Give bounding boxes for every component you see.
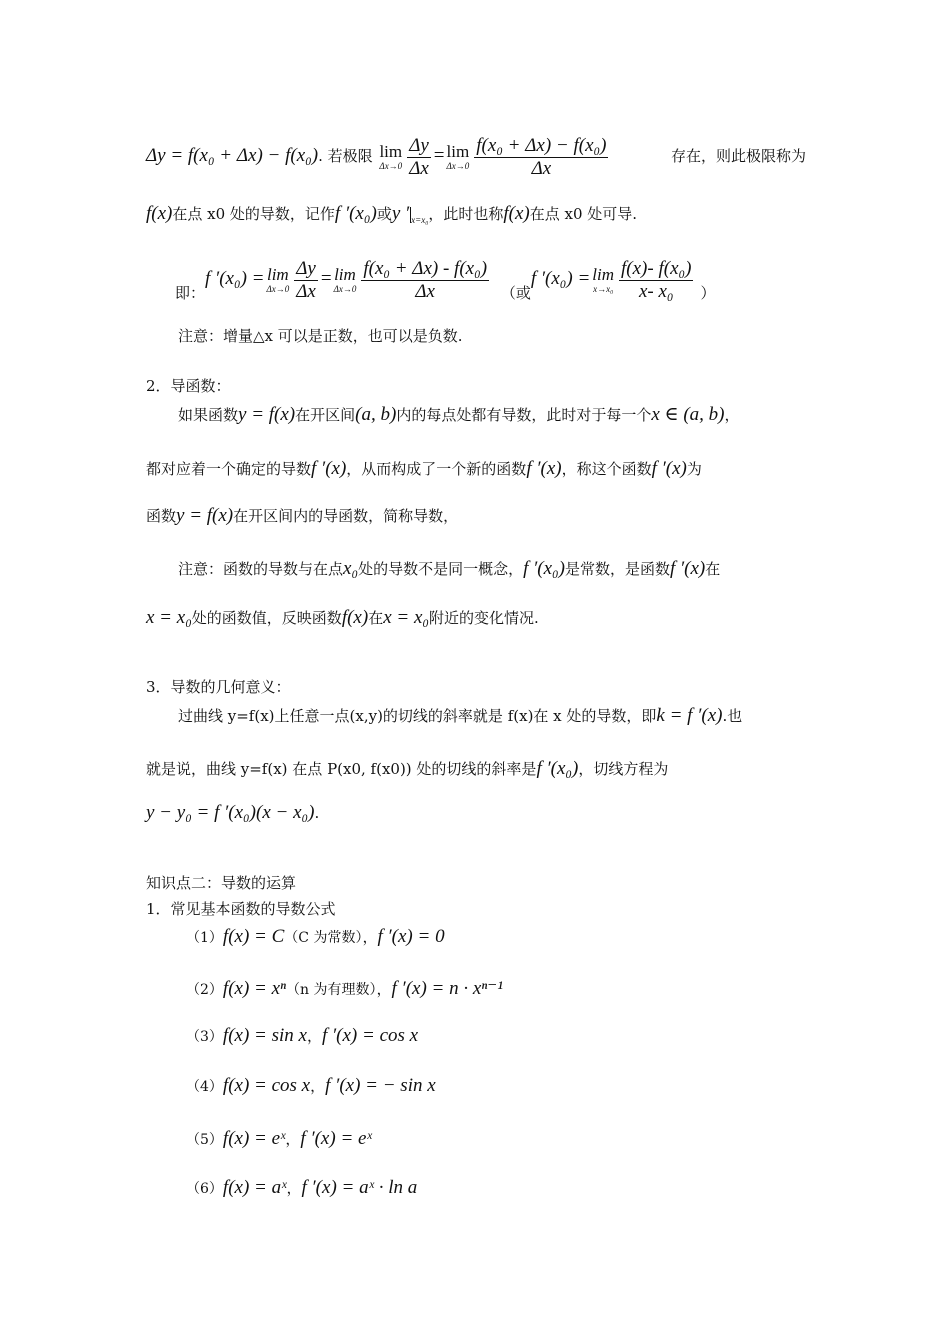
close-paren-text: ） [700,284,716,302]
tangent-line-equation [146,802,806,824]
derivative-formula: f ′(x) = − sin x [325,1075,436,1096]
function-formula: f(x) = C [222,926,285,947]
f-prime-x: f ′(x) [526,458,562,479]
text: 在开区间 [295,406,356,424]
f-prime-x0-symbol: f ′(x₀) [334,203,377,224]
y-equals-fx: y = f(x) [176,505,234,526]
fx-symbol: f(x) [341,607,369,628]
separator: ， [285,1130,301,1148]
lim-word: lim [592,264,615,284]
geometric-meaning-paragraph-2 [146,758,806,780]
function-formula: f(x) = sin x [222,1025,307,1046]
fx-symbol: f(x) [503,203,530,224]
separator: ， [286,1179,302,1197]
derivative-formula: f ′(x) = eˣ [300,1128,372,1149]
y-prime-symbol: y ′ [391,203,410,224]
f-prime-x: f ′(x) [311,458,347,479]
equals-sign: = [320,268,332,289]
lim-subscript: Δx→0 [446,160,470,171]
separator: ， [306,1027,322,1045]
section-heading-geometric-meaning: 3．导数的几何意义： [146,678,291,696]
item-number: （2） [186,982,223,998]
text: ，切线方程为 [578,760,669,778]
x-equals-x0: x = x₀ [146,607,192,628]
formula-item [186,1177,786,1200]
text: 注意：函数的导数与在点 [178,560,344,578]
derivative-formula: f ′(x) = cos x [321,1025,419,1046]
text: 处的导数不是同一概念， [358,560,524,578]
text: 或 [376,205,392,223]
x-equals-x0: x = x₀ [383,607,429,628]
derivative-note-line-1 [178,558,806,580]
interval-ab: (a, b) [355,404,397,425]
text: 在开区间内的导函数，简称导数， [233,507,459,525]
derivative-function-paragraph-2 [146,458,806,480]
exists-text: 存在，则此极限称为 [670,147,806,165]
derivative-notation-line [146,203,806,231]
derivative-note-line-2 [146,607,806,629]
text: 是常数，是函数 [564,560,670,578]
separator: ， [362,928,378,946]
text: 在 [705,560,721,578]
fraction-numerator: f(x₀ + Δx) − f(x₀) [476,134,607,156]
fraction-denominator: Δx [415,280,435,302]
item-note: （C 为常数） [284,930,363,946]
subsection-basic-formulas: 1．常见基本函数的导数公式 [146,900,336,918]
item-number: （1） [186,930,223,946]
f-prime-x: f ′(x) [669,558,706,579]
text: ， [724,406,740,424]
tangent-equation: y − y₀ = f ′(x₀)(x − x₀) [146,802,315,823]
text: 内的每点处都有导数，此时对于每一个 [396,406,652,424]
limit-operator [266,266,289,295]
fx-symbol: f(x) [146,203,173,224]
f-prime-x0: f ′(x₀) [523,558,565,579]
limit-operator-2 [334,266,357,295]
derivative-formula: f ′(x) = aˣ · ln a [301,1177,418,1198]
difference-quotient-fraction [361,258,489,303]
x0-symbol: x₀ [343,558,359,579]
derivative-formula: f ′(x) = 0 [377,926,445,947]
text: 就是说，曲线 y=f(x) 在点 P(x0, f(x0)) 处的切线的斜率是 [146,760,537,778]
formula-item [186,926,786,949]
formula-item [186,1075,786,1098]
text: 如果函数 [178,406,239,424]
limit-operator [379,143,402,172]
lim-word: lim [266,264,289,284]
namely-text: 即： [175,284,206,302]
item-number: （3） [186,1029,223,1045]
derivative-formula: f ′(x) = n · xⁿ⁻¹ [391,978,504,999]
delta-y-formula: Δy = f(x₀ + Δx) − f(x₀) [146,145,319,166]
text: 处的函数值，反映函数 [191,609,342,627]
limit-operator-3 [592,266,614,295]
text: . [314,804,320,822]
text: 都对应着一个确定的导数 [146,460,312,478]
fraction-numerator: f(x₀ + Δx) - f(x₀) [363,257,488,279]
formula-item [186,1025,786,1048]
item-number: （4） [186,1079,223,1095]
formula-item [186,978,786,1001]
fraction-numerator: Δy [409,134,429,156]
lim-subscript: Δx→0 [266,283,290,294]
item-number: （5） [186,1132,223,1148]
geometric-meaning-paragraph-1 [178,705,806,727]
item-number: （6） [186,1181,223,1197]
function-formula: f(x) = aˣ [222,1177,287,1198]
limit-operator-2 [447,143,470,172]
fraction-denominator: Δx [531,157,552,179]
evaluation-subscript: x=x₀ [411,215,429,225]
text: 函数 [146,507,177,525]
difference-quotient-fraction [474,135,608,180]
f-prime-x0: f ′(x₀) [536,758,579,779]
k-equals-f-prime-x: k = f ′(x) [656,705,723,726]
fraction-numerator: f(x)- f(x₀) [621,257,692,279]
function-formula: f(x) = xⁿ [222,978,287,999]
delta-ratio-fraction [407,135,431,180]
derivative-function-paragraph-3 [146,505,806,527]
text: ，称这个函数 [561,460,652,478]
derivative-formula-line [175,250,835,308]
separator: ， [310,1077,326,1095]
f-prime-x0-equals: f ′(x₀) = [530,268,591,289]
fraction-numerator: Δy [296,257,316,279]
text: 过曲线 y=f(x)上任意一点(x,y)的切线的斜率就是 f(x)在 x 处的导数，即 [178,707,657,725]
section-heading-derivative-function: 2．导函数： [146,377,231,395]
f-prime-x: f ′(x) [651,458,687,479]
derivative-function-paragraph-1 [178,404,806,426]
text: 为 [686,460,702,478]
fraction-denominator: Δx [409,157,429,179]
lim-subscript: Δx→0 [333,283,357,294]
formula-item [186,1128,786,1151]
y-equals-fx: y = f(x) [238,404,296,425]
increment-note: 注意：增量△x 可以是正数，也可以是负数. [178,327,463,345]
text: ，此时也称 [428,205,504,223]
text: 附近的变化情况. [429,609,539,627]
text: .也 [722,707,743,725]
function-formula: f(x) = cos x [222,1075,311,1096]
section-heading-derivative-operations: 知识点二：导数的运算 [146,874,297,892]
text: 在点 x0 处可导. [529,205,638,223]
text: ，从而构成了一个新的函数 [346,460,527,478]
derivative-definition-line [146,128,806,184]
lim-word: lim [334,264,356,284]
lim-subscript: Δx→0 [379,160,403,171]
function-formula: f(x) = eˣ [222,1128,286,1149]
delta-ratio-fraction [294,258,318,303]
x-in-interval: x ∈ (a, b) [651,404,725,425]
f-prime-x0-equals: f ′(x₀) = [205,268,265,289]
fraction-denominator: Δx [296,280,316,302]
text: 在点 x0 处的导数，记作 [172,205,335,223]
text: 在 [368,609,384,627]
separator: ， [376,980,392,998]
if-limit-text: . 若极限 [318,147,373,165]
or-text: （或 [500,284,531,302]
equals-sign: = [433,145,445,166]
fraction-denominator: x- x₀ [638,280,674,302]
lim-word: lim [446,141,470,161]
item-note: （n 为有理数） [286,982,377,998]
lim-word: lim [379,141,403,161]
lim-subscript: x→x₀ [593,283,614,294]
alternate-quotient-fraction [619,258,693,303]
